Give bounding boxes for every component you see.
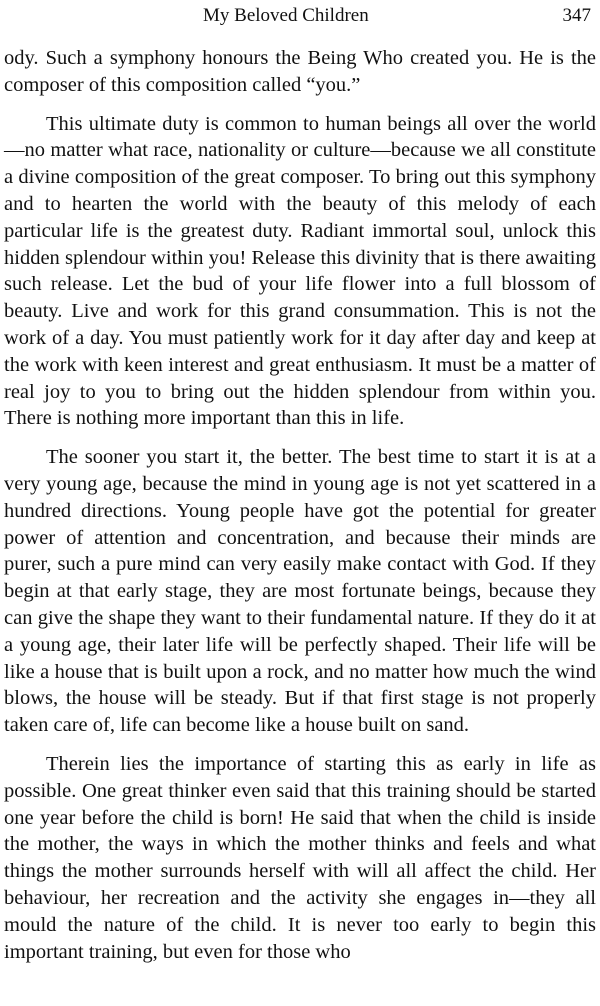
paragraph-continued: ody. Such a symphony honours the Being Who created you. He is the composer of this composition called “you.” [4, 47, 596, 96]
paragraph-early-training: Therein lies the importance of starting this as early in life as possible. One great thinker even said that this training should be started one year before the child is born! He said that when the child is inside the mother, the ways in which the mother thinks and feels and what things the mother surrounds herself with will all affect the child. Her behaviour, her recreation and the activity she engages in—they all mould the nature of the child. It is never too early to begin this important training, but even for those who [4, 752, 596, 963]
paragraph-ultimate-duty: This ultimate duty is common to human beings all over the world—no matter what race, nationality or culture—because we all constitute a divine composition of the great composer. To bring out this symphony and to hearten the world with the beauty of this melody of each particular life is the greatest duty. Radiant immortal soul, unlock this hidden splendour within you! Release this divinity that is there awaiting such release. Let the bud of your life flower into a full blossom of beauty. Live and work for this grand consummation. This is not the work of a day. You must patiently work for it day after day and keep at the work with keen interest and great enthusiasm. It must be a matter of real joy to you to bring out the hidden splendour from within you. There is nothing more important than this in life. [4, 112, 596, 430]
running-title: My Beloved Children [203, 5, 369, 26]
page-number: 347 [562, 5, 591, 26]
paragraph-young-age: The sooner you start it, the better. The best time to start it is at a very young age, because the mind in young age is not yet scattered in a hundred directions. Young people have got the potential for greater power of attention and concentration, and because their minds are purer, such a pure mind can very easily make contact with God. If they begin at that early stage, they are most fortunate beings, because they can give the shape they want to their fundamental nature. If they do it at a young age, their later life will be perfectly shaped. Their life will be like a house that is built upon a rock, and no matter how much the wind blows, the house will be steady. But if that first stage is not properly taken care of, life can become like a house built on sand. [4, 446, 596, 737]
body-text [4, 45, 596, 977]
running-header [0, 2, 600, 30]
